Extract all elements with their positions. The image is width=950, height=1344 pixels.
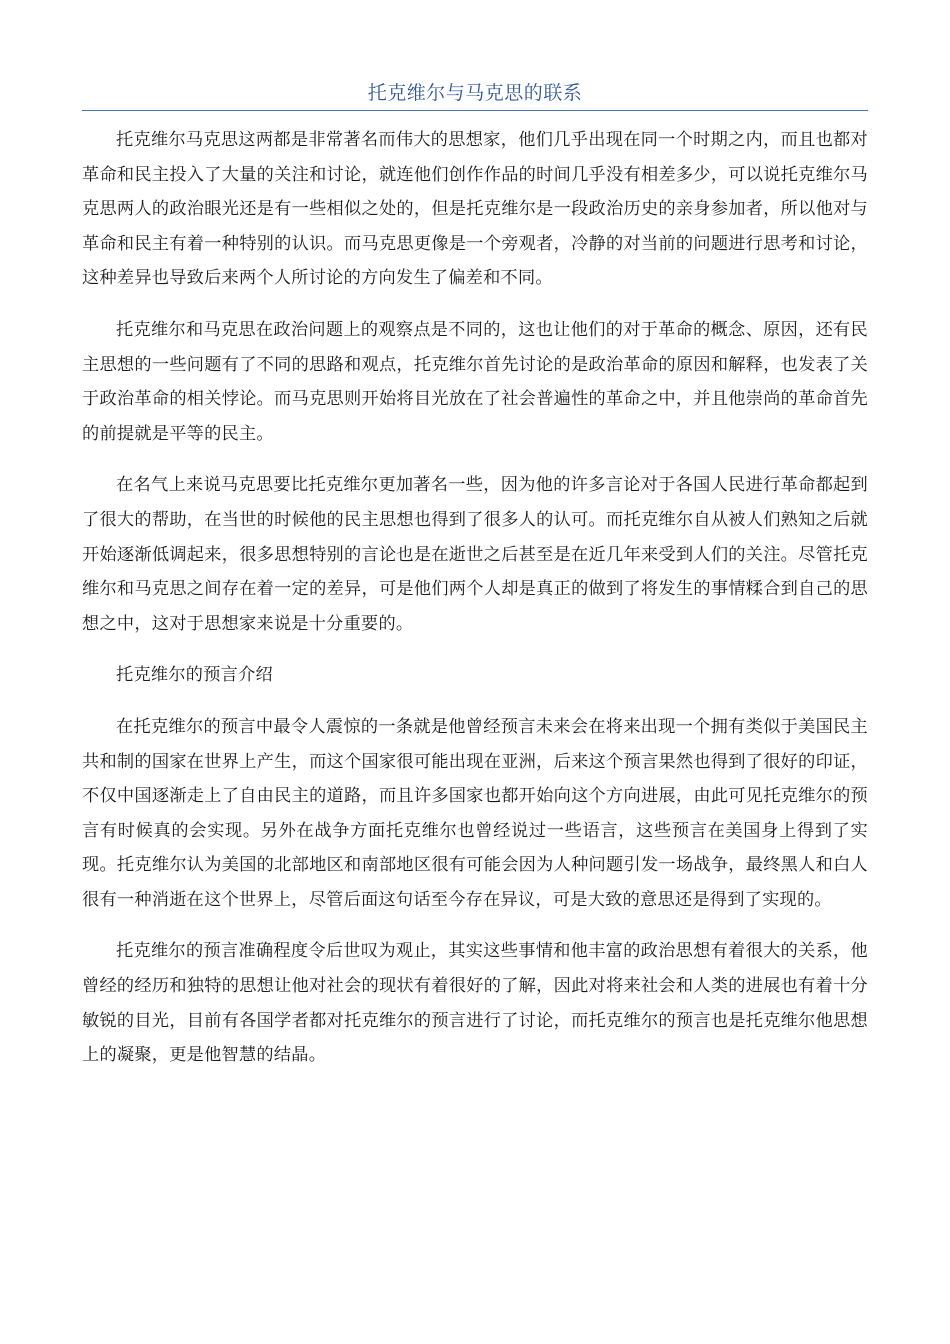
section-subheading: 托克维尔的预言介绍 (116, 665, 273, 686)
document-page (82, 0, 868, 1090)
paragraph-2: 托克维尔和马克思在政治问题上的观察点是不同的，这也让他们的对于革命的概念、原因，还有民主思想的一些问题有了不同的思路和观点，托克维尔首先讨论的是政治革命的原因和解释，也发表了关于政治革命的相关悖论。而马克思则开始将目光放在了社会普遍性的革命之中，并且他崇尚的革命首先的前提就是平等的民主。 (82, 319, 868, 444)
paragraph-3: 在名气上来说马克思要比托克维尔更加著名一些，因为他的许多言论对于各国人民进行革命都起到了很大的帮助，在当世的时候他的民主思想也得到了很多人的认可。而托克维尔自从被人们熟知之后就开始逐渐低调起来，很多思想特别的言论也是在逝世之后甚至是在近几年来受到人们的关注。尽管托克维尔和马克思之间存在着一定的差异，可是他们两个人却是真正的做到了将发生的事情糅合到自己的思想之中，这对于思想家来说是十分重要的。 (82, 475, 868, 634)
document-title: 托克维尔与马克思的联系 (82, 78, 868, 111)
paragraph-5: 托克维尔的预言准确程度令后世叹为观止，其实这些事情和他丰富的政治思想有着很大的关系，他曾经的经历和独特的思想让他对社会的现状有着很好的了解，因此对将来社会和人类的进展也有着十分敏锐的目光，目前有各国学者都对托克维尔的预言进行了讨论，而托克维尔的预言也是托克维尔他思想上的凝聚，更是他智慧的结晶。 (82, 941, 868, 1066)
document-body (82, 123, 868, 1073)
paragraph-1: 托克维尔马克思这两都是非常著名而伟大的思想家，他们几乎出现在同一个时期之内，而且也都对革命和民主投入了大量的关注和讨论，就连他们创作作品的时间几乎没有相差多少，可以说托克维尔马克思两人的政治眼光还是有一些相似之处的，但是托克维尔是一段政治历史的亲身参加者，所以他对与革命和民主有着一种特别的认识。而马克思更像是一个旁观者，冷静的对当前的问题进行思考和讨论，这种差异也导致后来两个人所讨论的方向发生了偏差和不同。 (82, 130, 868, 289)
paragraph-4: 在托克维尔的预言中最令人震惊的一条就是他曾经预言未来会在将来出现一个拥有类似于美国民主共和制的国家在世界上产生，而这个国家很可能出现在亚洲，后来这个预言果然也得到了很好的印证，不仅中国逐渐走上了自由民主的道路，而且许多国家也都开始向这个方向进展，由此可见托克维尔的预言有时候真的会实现。另外在战争方面托克维尔也曾经说过一些语言，这些预言在美国身上得到了实现。托克维尔认为美国的北部地区和南部地区很有可能会因为人种问题引发一场战争，最终黑人和白人很有一种消逝在这个世界上，尽管后面这句话至今存在异议，可是大致的意思还是得到了实现的。 (82, 716, 868, 910)
